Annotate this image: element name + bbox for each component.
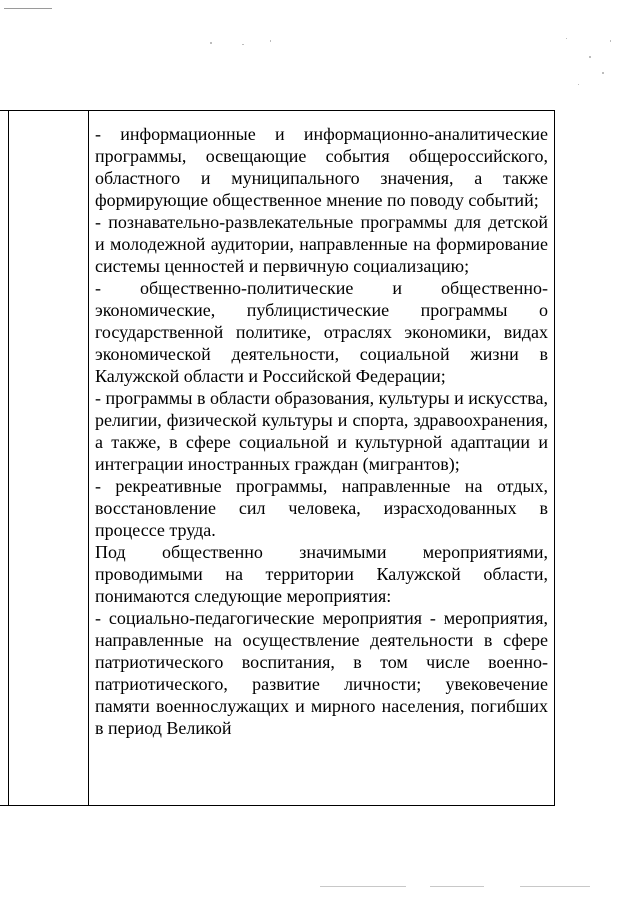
scan-artifact-dot <box>589 56 591 58</box>
scan-artifact-dot <box>610 40 611 42</box>
scan-artifact-dot <box>578 84 579 85</box>
list-item-social-pedagogical-events: - социально-педагогические мероприятия - мероприятия, направленные на осуществление деятельности в сфере патриотического воспитания, в том числе военно-патриотического, развитие личности; увековечение памяти военнослужащих и мирного населения, погибших в период Великой <box>95 608 548 738</box>
scan-artifact-line <box>430 886 484 887</box>
list-item-information-programs: - информационные и информационно-аналитические программы, освещающие события общероссийского, областного и муниципального значения, а также формирующие общественное мнение по поводу событий; <box>95 124 548 210</box>
scan-artifact-line <box>320 886 406 887</box>
scan-artifact-dot <box>242 44 244 45</box>
table-main-divider <box>88 111 89 805</box>
scan-artifact-dot <box>210 42 212 44</box>
paragraph-public-events-definition: Под общественно значимыми мероприятиями, проводимыми на территории Калужской области, понимаются следующие мероприятия: <box>95 542 548 606</box>
list-item-social-political-programs: - общественно-политические и общественно-экономические, публицистические программы о государственной политике, отраслях экономики, видах экономической деятельности, социальной жизни в Калужской области и Российской Федерации; <box>95 278 548 386</box>
list-item-educational-entertainment-programs: - познавательно-развлекательные программы для детской и молодежной аудитории, направленные на формирование системы ценностей и первичную социализацию; <box>95 212 548 276</box>
list-item-education-culture-programs: - программы в области образования, культуры и искусства, религии, физической культуры и спорта, здравоохранения, а также, в сфере социальной и культурной адаптации и интеграции иностранных граждан (мигрантов); <box>95 388 548 474</box>
scan-artifact-dot <box>566 38 567 39</box>
table-content-cell <box>95 123 548 739</box>
document-table <box>0 110 555 806</box>
table-left-divider <box>8 111 9 805</box>
scan-artifact-line <box>520 886 590 887</box>
scan-artifact-dot <box>270 40 271 42</box>
list-item-recreational-programs: - рекреативные программы, направленные на отдых, восстановление сил человека, израсходованных в процессе труда. <box>95 476 548 540</box>
scan-artifact-line <box>4 8 52 9</box>
scan-artifact-dot <box>602 72 604 74</box>
